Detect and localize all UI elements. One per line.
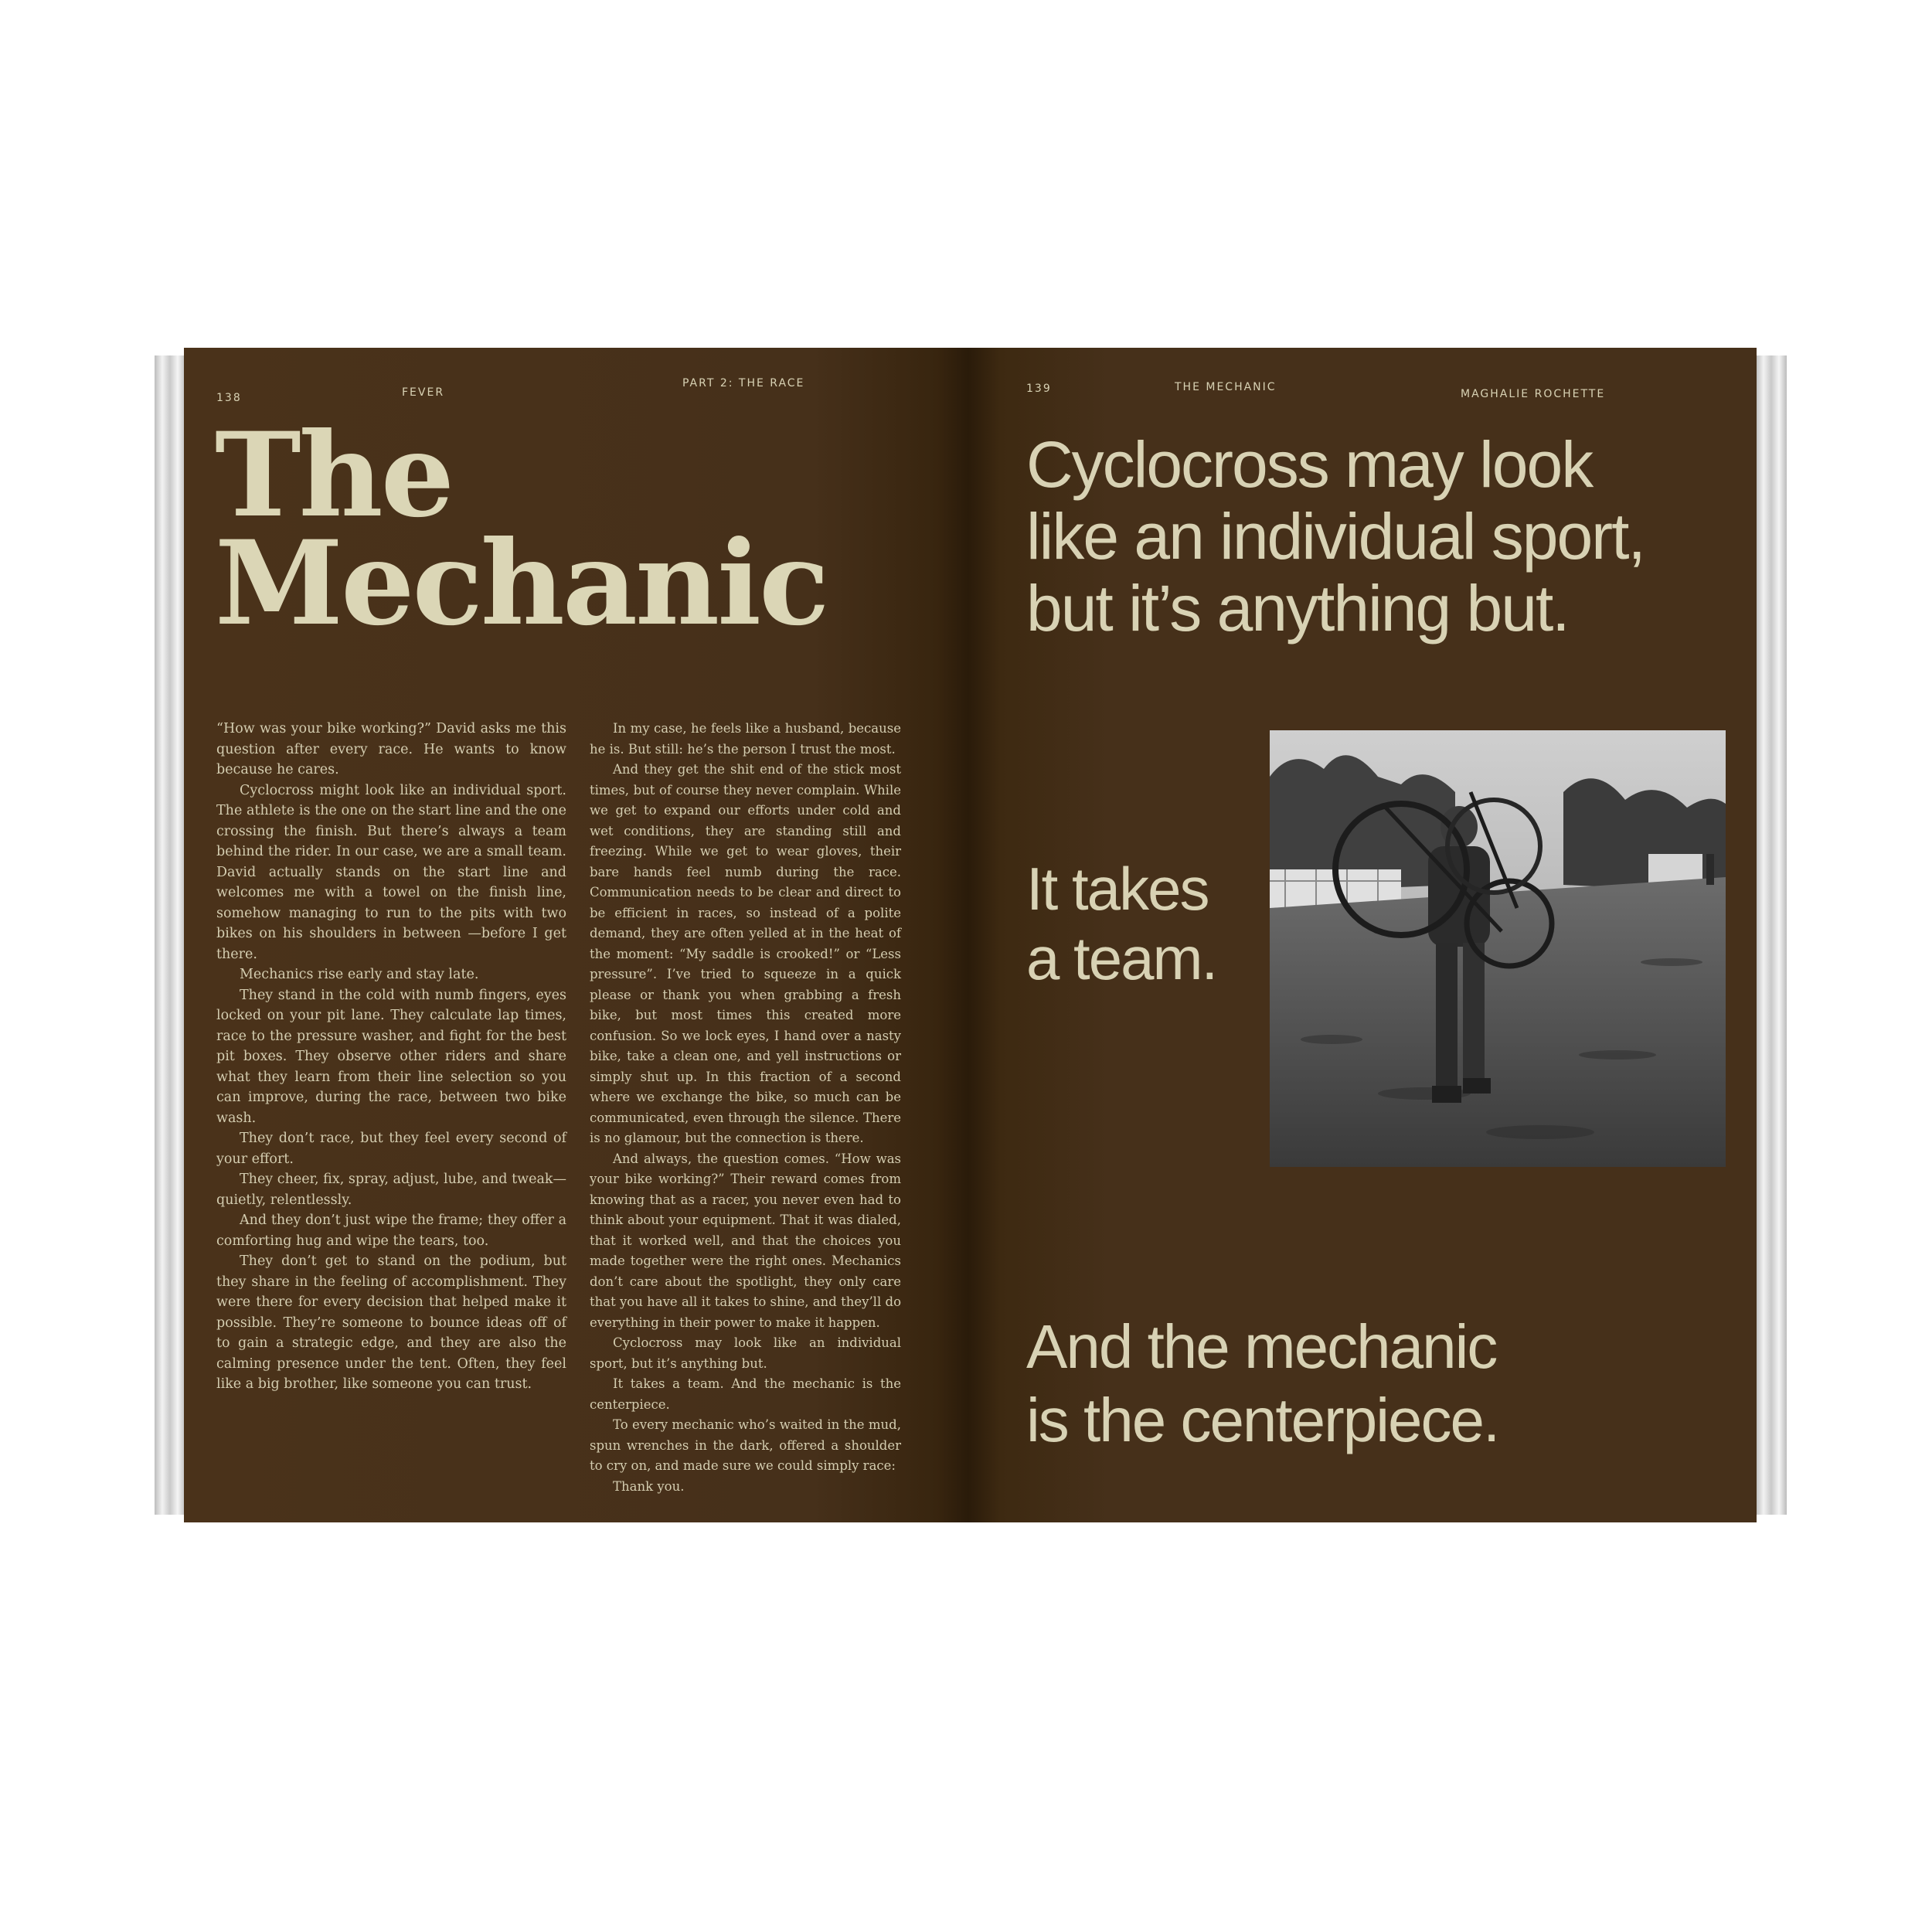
section-label: FEVER (402, 386, 445, 399)
pull-quote-2 (1026, 854, 1216, 993)
quote-line: like an individual sport, (1026, 500, 1645, 573)
paragraph: It takes a team. And the mechanic is the centerpiece. (590, 1376, 901, 1412)
paragraph: They don’t race, but they feel every second of your effort. (216, 1131, 566, 1167)
body-column-1 (216, 719, 566, 1395)
quote-line: a team. (1026, 924, 1217, 992)
author-name: MAGHALIE ROCHETTE (1461, 388, 1606, 400)
left-page (184, 348, 968, 1522)
paragraph: Mechanics rise early and stay late. (240, 967, 479, 982)
quote-line: Cyclocross may look (1026, 428, 1593, 501)
pull-quote-1 (1026, 429, 1645, 645)
quote-line: but it’s anything but. (1026, 572, 1569, 645)
quote-line: is the centerpiece. (1026, 1386, 1499, 1454)
paragraph: Cyclocross may look like an individual sport, but it’s anything but. (590, 1335, 901, 1371)
paragraph: “How was your bike working?” David asks me this question after every race. He wants to know because he cares. (216, 721, 566, 777)
paragraph: They stand in the cold with numb fingers, eyes locked on your pit lane. They calculate lap times, race to the pressure washer, and fight for the best pit boxes. They observe other riders and share what they learn from their line selection so you can improve, during the race, between two bike wash. (216, 987, 566, 1126)
pull-quote-3 (1026, 1310, 1498, 1457)
page-number-left: 138 (216, 392, 242, 404)
right-page (968, 348, 1757, 1522)
paragraph: Cyclocross might look like an individual sport. The athlete is the one on the start line and the one crossing the finish. But there’s always a team behind the rider. In our case, we are a small team. David actually stands on the start line and welcomes me with a towel on the finish line, somehow managing to run to the pits with two bikes on his shoulders in between —before I get there. (216, 782, 566, 962)
right-page-edge (1756, 355, 1787, 1515)
paragraph: And they get the shit end of the stick most times, but of course they never complain. While we get to expand our efforts under cold and wet conditions, they are standing still and freezing. While we get to wear gloves, their bare hands feel numb during the race. Communication needs to be clear and direct to be efficient in races, so instead of a polite demand, they are often yelled at in the heat of the moment: “My saddle is crooked!” or “Less pressure”. I’ve tried to squeeze in a quick please or thank you when grabbing a fresh bike, but most times this created more confusion. So we lock eyes, I hand over a nasty bike, take a clean one, and yell instructions or simply shut up. In this fraction of a second where we exchange the bike, so much can be communicated, even through the silence. There is no glamour, but the connection is there. (590, 762, 901, 1145)
left-page-edge (155, 355, 185, 1515)
paragraph: They cheer, fix, spray, adjust, lube, and tweak—quietly, relentlessly. (216, 1172, 566, 1208)
title-line-2: Mechanic (215, 515, 828, 651)
body-column-2 (590, 719, 901, 1497)
page-number-right: 139 (1026, 383, 1052, 395)
paragraph: And they don’t just wipe the frame; they offer a comforting hug and wipe the tears, too. (216, 1213, 566, 1249)
quote-line: And the mechanic (1026, 1312, 1497, 1381)
paragraph: In my case, he feels like a husband, because he is. But still: he’s the person I trust the most. (590, 721, 901, 757)
mechanic-photo (1270, 730, 1726, 1167)
paragraph: They don’t get to stand on the podium, but they share in the feeling of accomplishment. They were there for every decision that helped make it possible. They’re someone to bounce ideas off of to gain a strategic edge, and they are also the calming presence under the tent. Often, they feel like a big brother, like someone you can trust. (216, 1253, 566, 1392)
paragraph: Thank you. (613, 1478, 685, 1494)
running-title: THE MECHANIC (1175, 381, 1277, 393)
paragraph: And always, the question comes. “How was your bike working?” Their reward comes from knowing that as a racer, you never even had to think about your equipment. That it was dialed, that it worked well, and that the choices you made together were the right ones. Mechanics don’t care about the spotlight, they only care that you have all it takes to shine, and they’ll do everything in their power to make it happen. (590, 1151, 901, 1330)
title-line-1: The (215, 407, 453, 543)
paragraph: To every mechanic who’s waited in the mud, spun wrenches in the dark, offered a shoulder to cry on, and made sure we could simply race: (590, 1417, 901, 1473)
article-title (215, 407, 828, 651)
quote-line: It takes (1026, 855, 1209, 923)
part-label: PART 2: THE RACE (682, 377, 805, 389)
